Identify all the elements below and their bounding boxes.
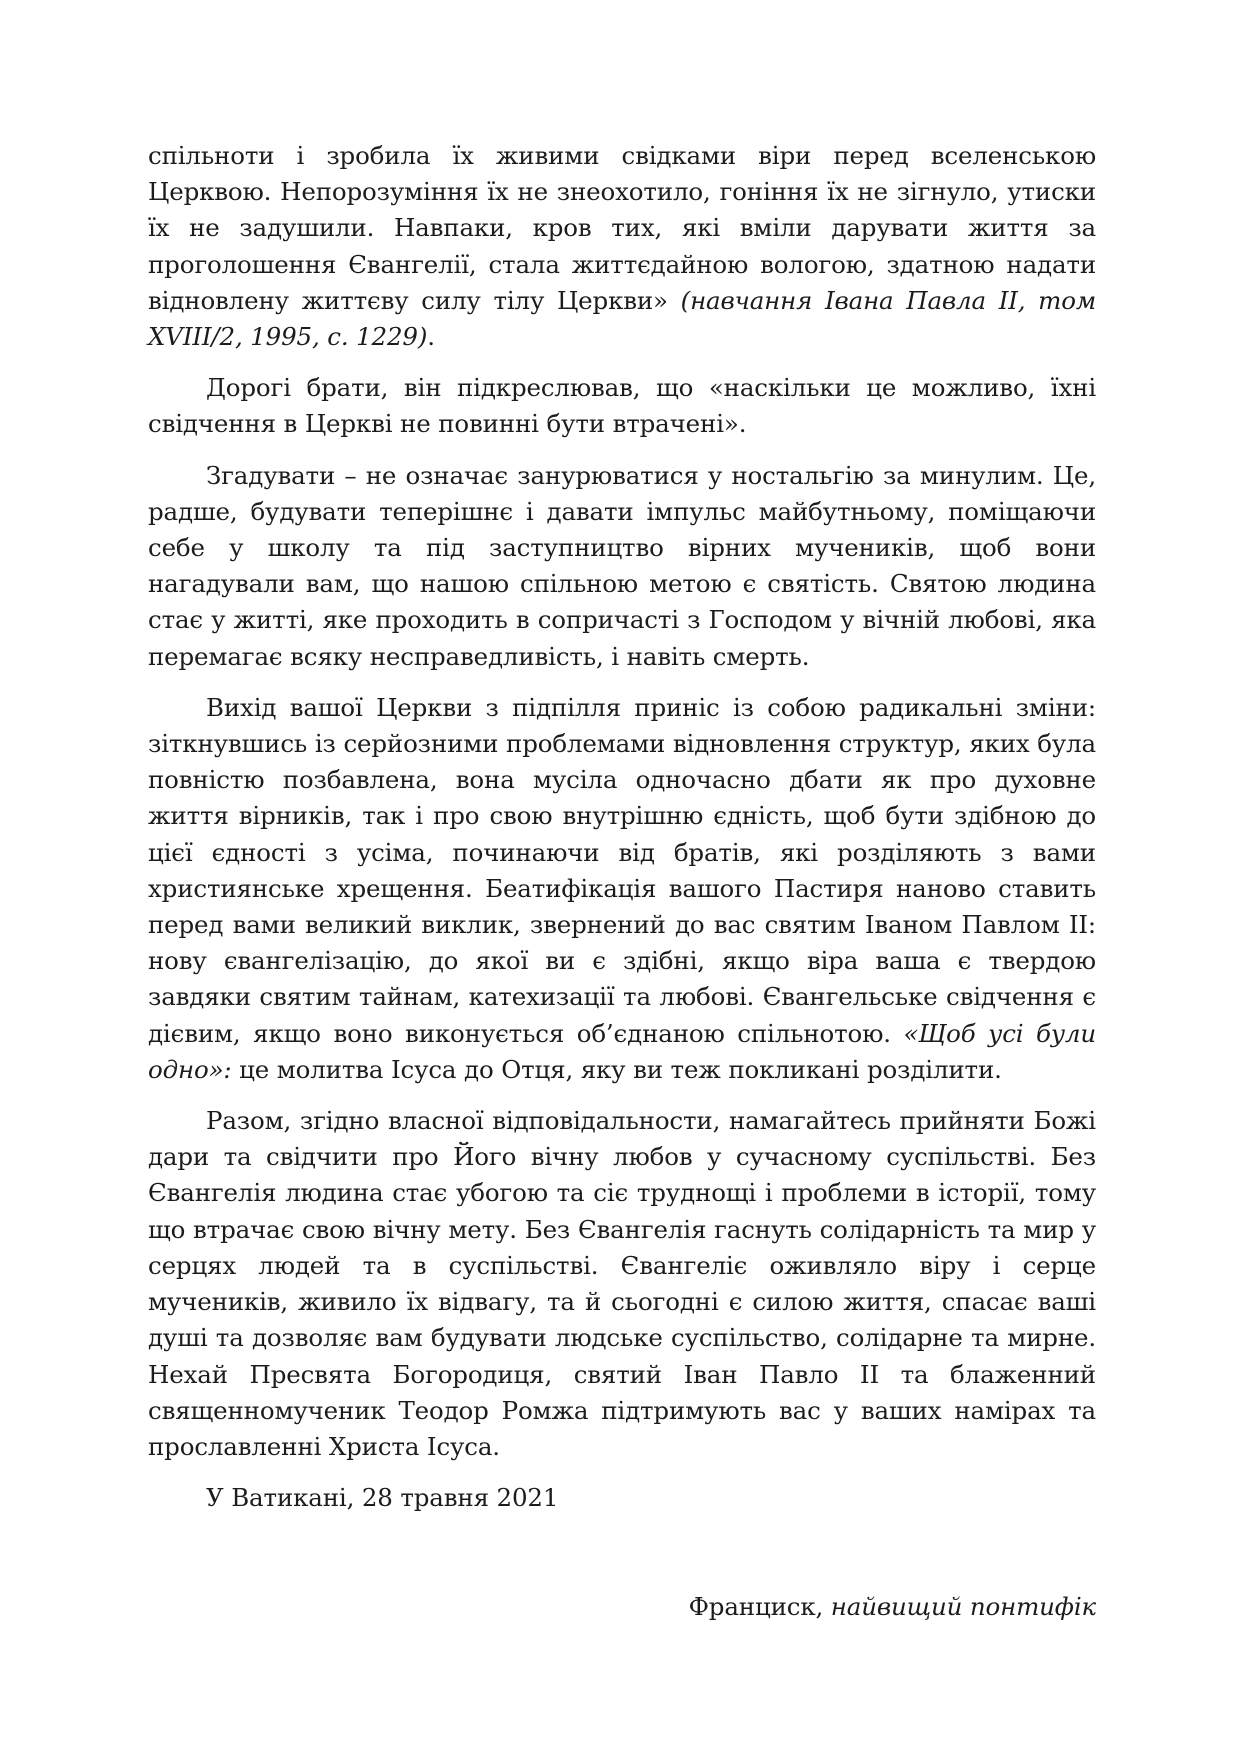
paragraph-4-end: це молитва Ісуса до Отця, яку ви теж покликані розділити.	[231, 1054, 1002, 1084]
document-body	[148, 138, 1096, 1531]
paragraph-2: Дорогі брати, він підкреслював, що «наскільки це можливо, їхні свідчення в Церкві не повинні бути втрачені».	[148, 373, 1096, 439]
paragraph-3: Згадувати – не означає занурюватися у ностальгію за минулим. Це, радше, будувати теперішнє і давати імпульс майбутньому, поміщаючи себе у школу та під заступництво вірних мучеників, щоб вони нагадували вам, що нашою спільною метою є святість. Святою людина стає у житті, яке проходить в сопричасті з Господом у вічній любові, яка перемагає всяку несправедливість, і навіть смерть.	[148, 460, 1096, 671]
citation: (навчання Івана Павла ІІ, том XVIII/2, 1995, с. 1229)	[148, 285, 1096, 352]
paragraph-4-text: Вихід вашої Церкви з підпілля приніс із собою радикальні зміни: зіткнувшись із серйозними проблемами відновлення структур, яких була повністю позбавлена, вона мусіла одночасно дбати як про духовне життя вірників, так і про свою внутрішню єдність, щоб бути здібною до цієї єдності з усіма, починаючи від братів, які розділяють з вами християнське хрещення. Беатифікація вашого Пастиря наново ставить перед вами великий виклик, звернений до вас святим Іваном Павлом ІІ: нову євангелізацію, до якої ви є здібні, якщо віра ваша є твердою завдяки святим тайнам, катехизації та любові. Євангельське свідчення є дієвим, якщо воно виконується об’єднаною спільнотою.	[148, 692, 1096, 1048]
paragraph-1-text: спільноти і зробила їх живими свідками віри перед вселенською Церквою. Непорозуміння їх не знеохотило, гоніння їх не зігнуло, утиски їх не задушили. Навпаки, кров тих, які вміли дарувати життя за проголошення Євангелії, стала життєдайною вологою, здатною надати відновлену життєву силу тілу Церкви»	[148, 141, 1096, 315]
signature-name: Франциск,	[688, 1592, 831, 1621]
paragraph-5: Разом, згідно власної відповідальности, намагайтесь прийняти Божі дари та свідчити про Його вічну любов у сучасному суспільстві. Без Євангелія людина стає убогою та сіє труднощі і проблеми в історії, тому що втрачає свою вічну мету. Без Євангелія гаснуть солідарність та мир у серцях людей та в суспільстві. Євангеліє оживляло віру і серце мучеників, живило їх відвагу, та й сьогодні є силою життя, спасає ваші душі та дозволяє вам будувати людське суспільство, солідарне та мирне. Нехай Пресвята Богородиця, святий Іван Павло ІІ та блаженний священномученик Теодор Ромжа підтримують вас у ваших намірах та прославленні Христа Ісуса.	[148, 1106, 1096, 1461]
paragraph-1	[148, 138, 1096, 355]
signature	[148, 1589, 1096, 1625]
paragraph-1-end: .	[427, 322, 435, 352]
paragraph-4	[148, 690, 1096, 1088]
place-date: У Ватикані, 28 травня 2021	[206, 1483, 559, 1513]
signature-title: найвищий понтифік	[830, 1592, 1096, 1621]
quote: «Щоб усі були одно»:	[148, 1018, 1096, 1084]
